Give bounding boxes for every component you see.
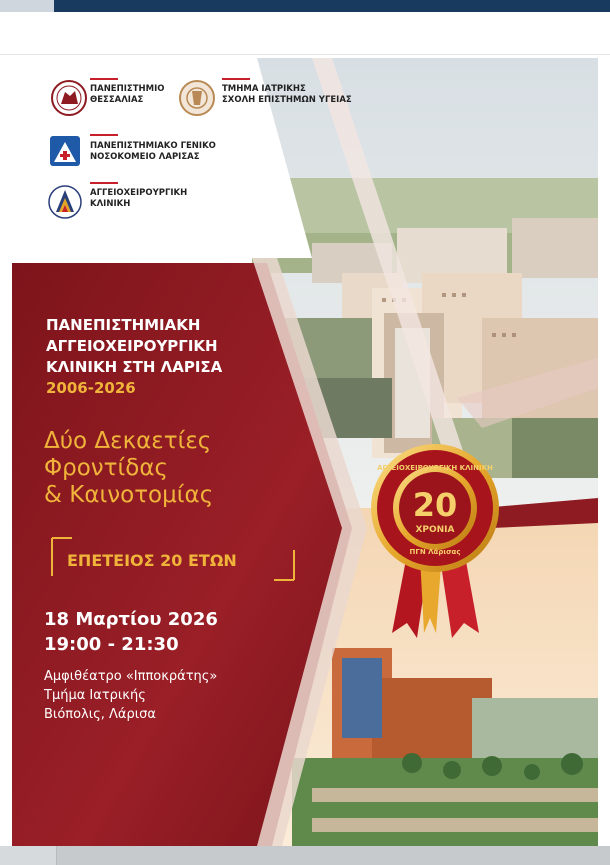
event-time: 19:00 - 21:30: [44, 634, 179, 655]
heading-years: 2006-2026: [46, 379, 136, 397]
event-poster: [12, 58, 598, 846]
logo3-line1: ΠΑΝΕΠΙΣΤΗΜΙΑΚΟ ΓΕΝΙΚΟ: [90, 141, 216, 151]
event-date: 18 Μαρτίου 2026: [44, 609, 218, 630]
bottom-bar-control[interactable]: [0, 846, 57, 865]
heading-line1: ΠΑΝΕΠΙΣΤΗΜΙΑΚΗ: [46, 316, 201, 334]
logo-medical-school: [180, 81, 214, 115]
logo2-line2: ΣΧΟΛΗ ΕΠΙΣΤΗΜΩΝ ΥΓΕΙΑΣ: [222, 95, 352, 105]
browser-tab[interactable]: [0, 0, 54, 12]
tagline-line1: Δύο Δεκαετίες: [44, 428, 212, 454]
badge-arc-top: ΑΓΓΕΙΟΧΕΙΡΟΥΡΓΙΚΗ ΚΛΙΝΙΚΗ: [377, 464, 493, 472]
event-venue3: Βιόπολις, Λάρισα: [44, 707, 156, 722]
heading-line3: ΚΛΙΝΙΚΗ ΣΤΗ ΛΑΡΙΣΑ: [46, 358, 223, 376]
logo-university-hospital: [50, 136, 80, 166]
logo1-line1: ΠΑΝΕΠΙΣΤΗΜΙΟ: [90, 84, 165, 94]
logo4-line2: ΚΛΙΝΙΚΗ: [90, 199, 131, 209]
event-venue2: Τμήμα Ιατρικής: [44, 688, 146, 703]
badge-label: ΧΡΟΝΙΑ: [415, 525, 455, 535]
logo3-line2: ΝΟΣΟΚΟΜΕΙΟ ΛΑΡΙΣΑΣ: [90, 152, 200, 162]
badge-number: 20: [412, 486, 458, 524]
anniversary-label: ΕΠΕΤΕΙΟΣ 20 ΕΤΩΝ: [67, 551, 237, 570]
event-venue1: Αμφιθέατρο «Ιπποκράτης»: [44, 669, 218, 684]
logo1-line2: ΘΕΣΣΑΛΙΑΣ: [90, 95, 144, 105]
logo-university-thessaly: [52, 81, 86, 115]
page-divider: [0, 54, 610, 55]
heading-line2: ΑΓΓΕΙΟΧΕΙΡΟΥΡΓΙΚΗ: [46, 337, 218, 355]
browser-top-bar: [0, 0, 610, 12]
logo2-line1: ΤΜΗΜΑ ΙΑΤΡΙΚΗΣ: [222, 84, 306, 94]
badge-arc-bottom: ΠΓΝ Λάρισας: [409, 548, 461, 556]
tagline-line2: Φροντίδας: [44, 455, 168, 481]
browser-bottom-bar: [0, 846, 610, 865]
logo4-line1: ΑΓΓΕΙΟΧΕΙΡΟΥΡΓΙΚΗ: [90, 188, 188, 198]
logo-vascular-clinic: [49, 186, 81, 218]
tagline-line3: & Καινοτομίας: [44, 482, 214, 508]
